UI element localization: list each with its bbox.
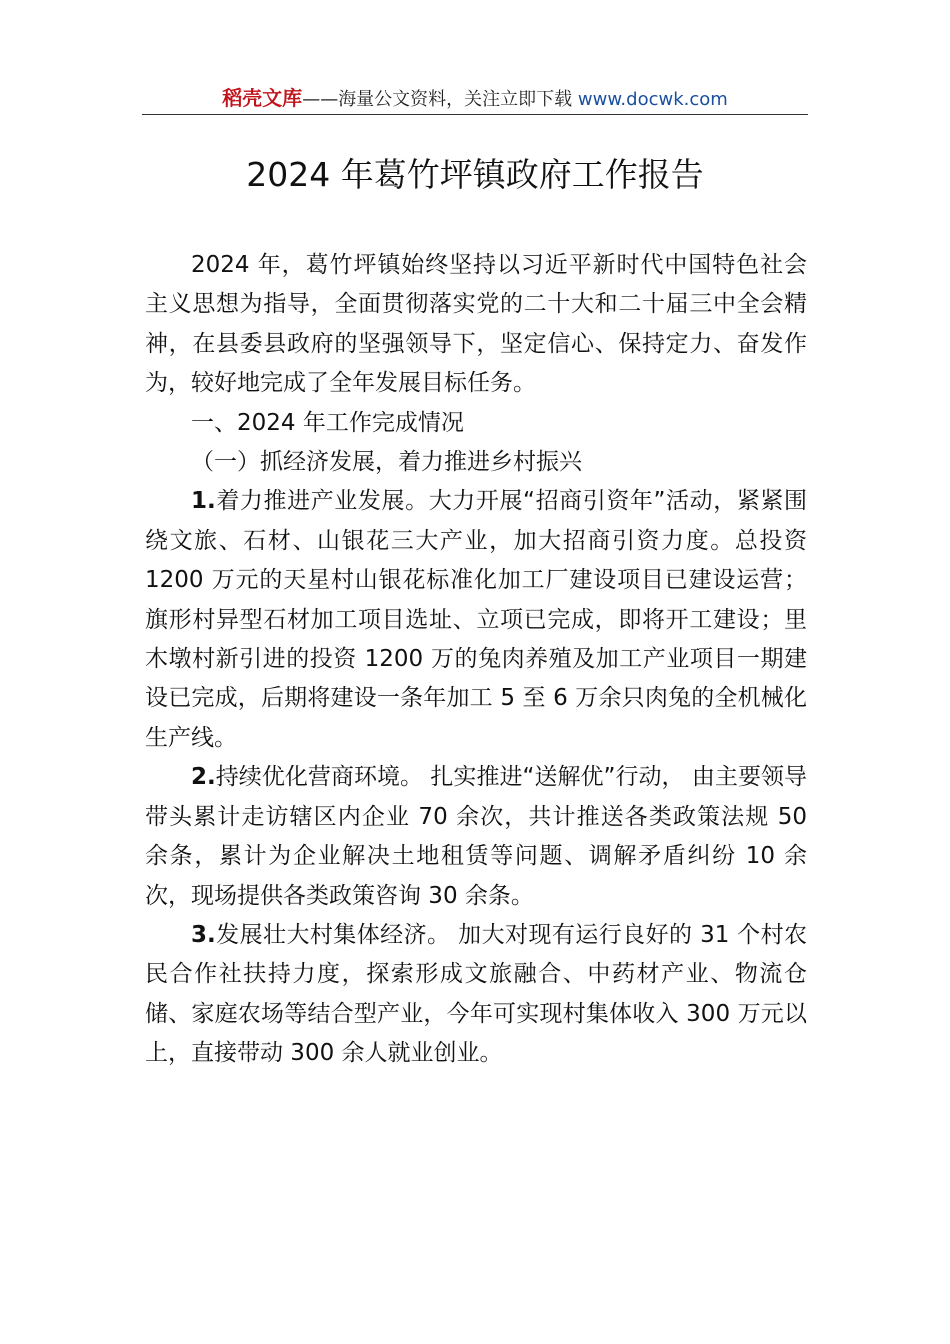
item-heading: 发展壮大村集体经济。 bbox=[215, 921, 451, 948]
item-paragraph-2 bbox=[145, 758, 807, 916]
item-text: 加大对现有运行良好的 31 个村农民合作社扶持力度，探索形成文旅融合、中药材产业、物流仓储、家庭农场等结合型产业，今年可实现村集体收入 300 万元以上，直接带动 300 余人就业创业。 bbox=[145, 921, 808, 1067]
brand-logo-text: 稻壳文库 bbox=[222, 86, 303, 110]
item-number: 3. bbox=[191, 921, 216, 948]
item-paragraph-3 bbox=[145, 916, 807, 1074]
intro-paragraph: 2024 年，葛竹坪镇始终坚持以习近平新时代中国特色社会主义思想为指导，全面贯彻落实党的二十大和二十届三中全会精神，在县委县政府的坚强领导下，坚定信心、保持定力、奋发作为，较好地完成了全年发展目标任务。 bbox=[145, 252, 807, 397]
item-number: 2. bbox=[191, 764, 216, 791]
header-divider bbox=[142, 114, 808, 115]
header-url-link[interactable]: www.docwk.com bbox=[577, 89, 728, 110]
item-paragraph-1 bbox=[145, 482, 807, 758]
document-body bbox=[145, 246, 807, 1074]
item-heading: 持续优化营商环境。 bbox=[215, 764, 424, 791]
header-tagline: 海量公文资料，关注立即下载 bbox=[338, 89, 573, 110]
document-title: 2024 年葛竹坪镇政府工作报告 bbox=[246, 155, 704, 194]
subsection-heading: （一）抓经济发展，着力推进乡村振兴 bbox=[191, 449, 582, 476]
header-separator: —— bbox=[302, 89, 339, 110]
site-header bbox=[142, 84, 808, 114]
item-text: 扎实推进“送解优”行动， 由主要领导带头累计走访辖区内企业 70 余次，共计推送各类政策法规 50 余条，累计为企业解决土地租赁等问题、调解矛盾纠纷 10 余次，现场提供各类政策咨询 30 余条。 bbox=[145, 764, 808, 909]
item-text: 大力开展“招商引资年”活动，紧紧围绕文旅、石材、山银花三大产业，加大招商引资力度。总投资 1200 万元的天星村山银花标准化加工厂建设项目已建设运营；旗形村异型石材加工项目选址、立项已完成，即将开工建设；里木墩村新引进的投资 1200 万的兔肉养殖及加工产业项目一期建设已完成，后期将建设一条年加工 5 至 6 万余只肉兔的全机械化生产线。 bbox=[145, 488, 807, 751]
section-heading: 一、2024 年工作完成情况 bbox=[191, 409, 464, 436]
item-heading: 着力推进产业发展。 bbox=[215, 488, 429, 515]
item-number: 1. bbox=[191, 488, 216, 515]
